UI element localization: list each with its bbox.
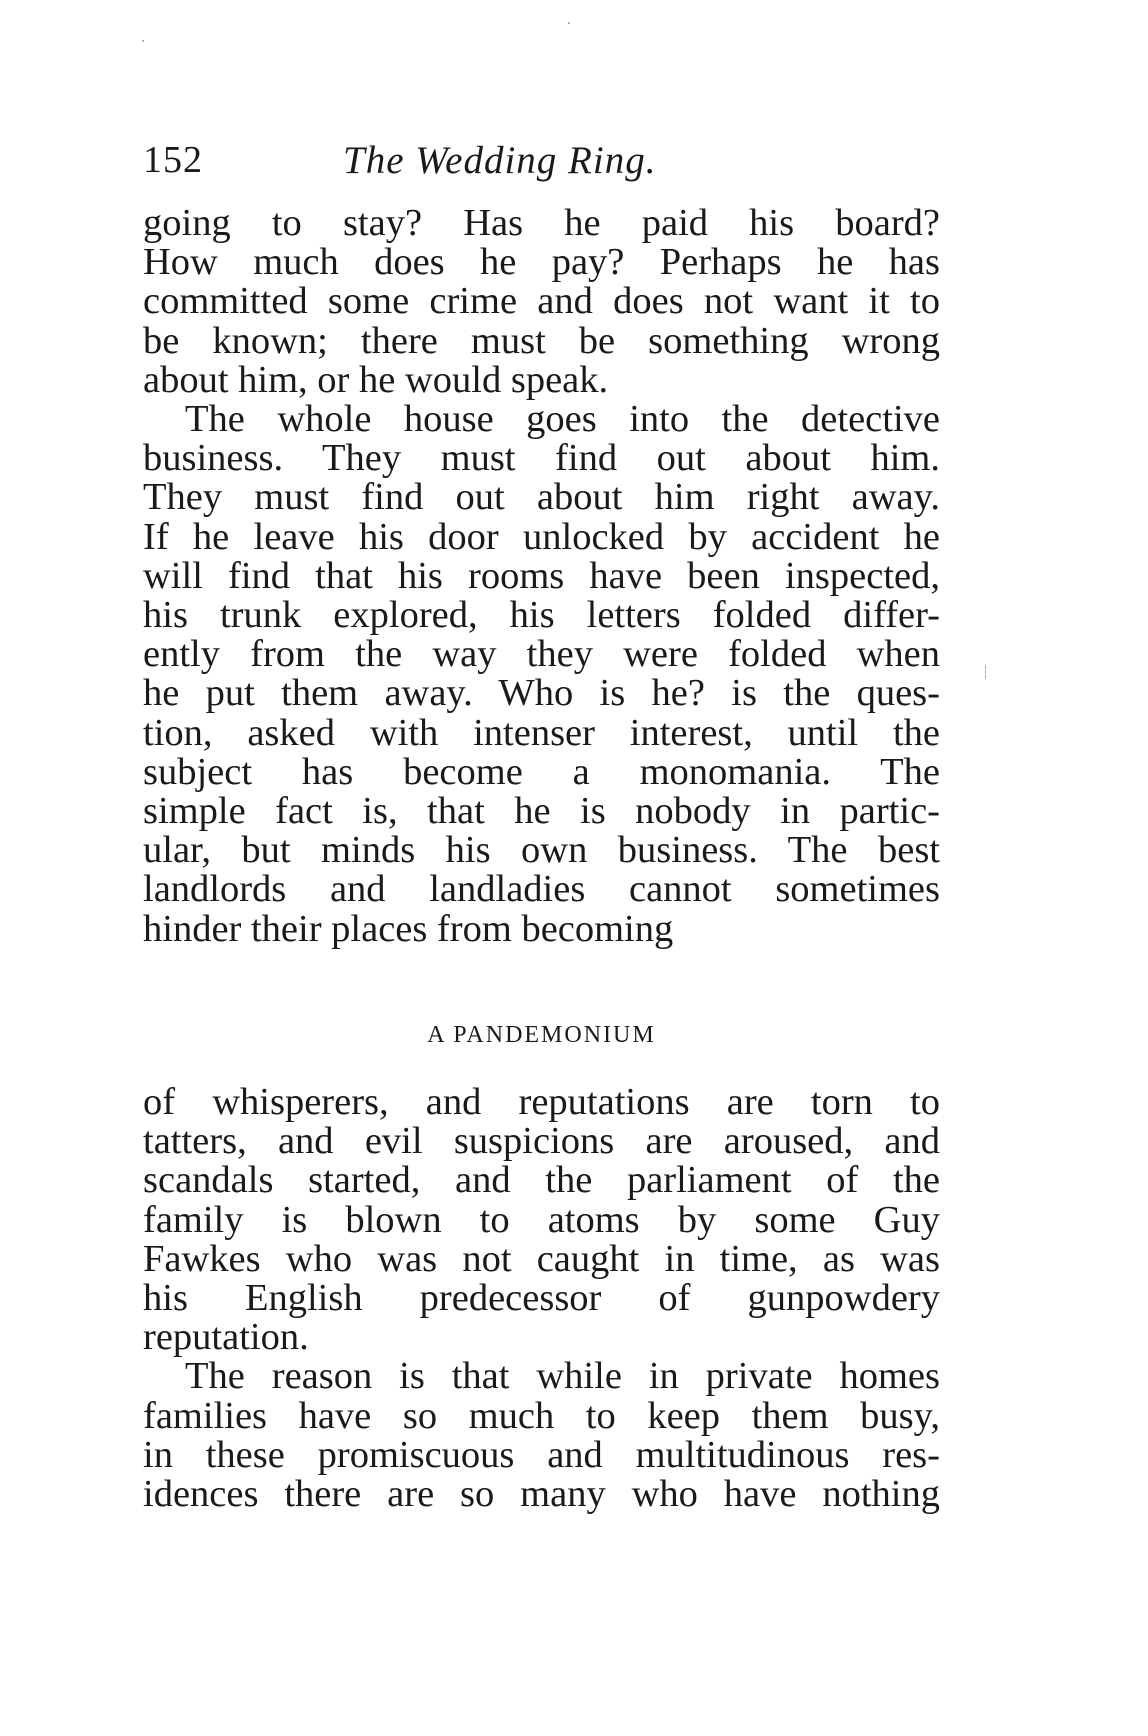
- text-line: idences there are so many who have nothing: [143, 1473, 940, 1516]
- text-line: tion, asked with intenser interest, until the: [143, 711, 940, 754]
- text-line: his English predecessor of gunpowdery: [143, 1277, 940, 1320]
- text-line: going to stay? Has he paid his board?: [143, 202, 940, 244]
- text-line: about him, or he would speak.: [143, 358, 609, 401]
- text-line: his trunk explored, his letters folded differ-: [143, 594, 940, 637]
- text-line: reputation.: [143, 1316, 309, 1359]
- text-block-before-subheading: [143, 204, 940, 949]
- text-line: landlords and landladies cannot sometimes: [143, 868, 940, 911]
- page-number: 152: [143, 139, 203, 181]
- text-line: Fawkes who was not caught in time, as was: [143, 1237, 940, 1280]
- text-line: he put them away. Who is he? is the ques-: [143, 672, 940, 715]
- scan-speck: [142, 40, 144, 42]
- text-line: family is blown to atoms by some Guy: [143, 1198, 940, 1241]
- text-line: They must find out about him right away.: [143, 476, 940, 519]
- text-line: will find that his rooms have been inspected,: [143, 554, 940, 597]
- text-line: committed some crime and does not want it to: [143, 280, 940, 323]
- text-line: of whisperers, and reputations are torn to: [143, 1081, 940, 1123]
- text-line: subject has become a monomania. The: [143, 750, 940, 793]
- text-line: families have so much to keep them busy,: [143, 1394, 940, 1437]
- text-line: be known; there must be something wrong: [143, 319, 940, 362]
- page-header: [143, 138, 943, 198]
- text-line: ular, but minds his own business. The best: [143, 829, 940, 872]
- text-line: ently from the way they were folded when: [143, 633, 940, 676]
- text-block-after-subheading: [143, 1083, 940, 1514]
- text-line: in these promiscuous and multitudinous res-: [143, 1433, 940, 1476]
- scan-speck: [985, 665, 986, 679]
- text-line: scandals started, and the parliament of the: [143, 1159, 940, 1202]
- text-line: If he leave his door unlocked by accident he: [143, 515, 940, 558]
- section-subheading: A PANDEMONIUM: [427, 1022, 656, 1048]
- text-line: simple fact is, that he is nobody in partic-: [143, 790, 940, 833]
- text-line: hinder their places from becoming: [143, 907, 674, 950]
- text-line: business. They must find out about him.: [143, 437, 940, 480]
- text-line: The whole house goes into the detective: [185, 398, 940, 441]
- running-title: The Wedding Ring.: [343, 139, 657, 182]
- scan-speck: [568, 22, 570, 24]
- text-line: The reason is that while in private homes: [185, 1355, 940, 1398]
- text-line: How much does he pay? Perhaps he has: [143, 241, 940, 284]
- text-line: tatters, and evil suspicions are aroused, and: [143, 1120, 940, 1163]
